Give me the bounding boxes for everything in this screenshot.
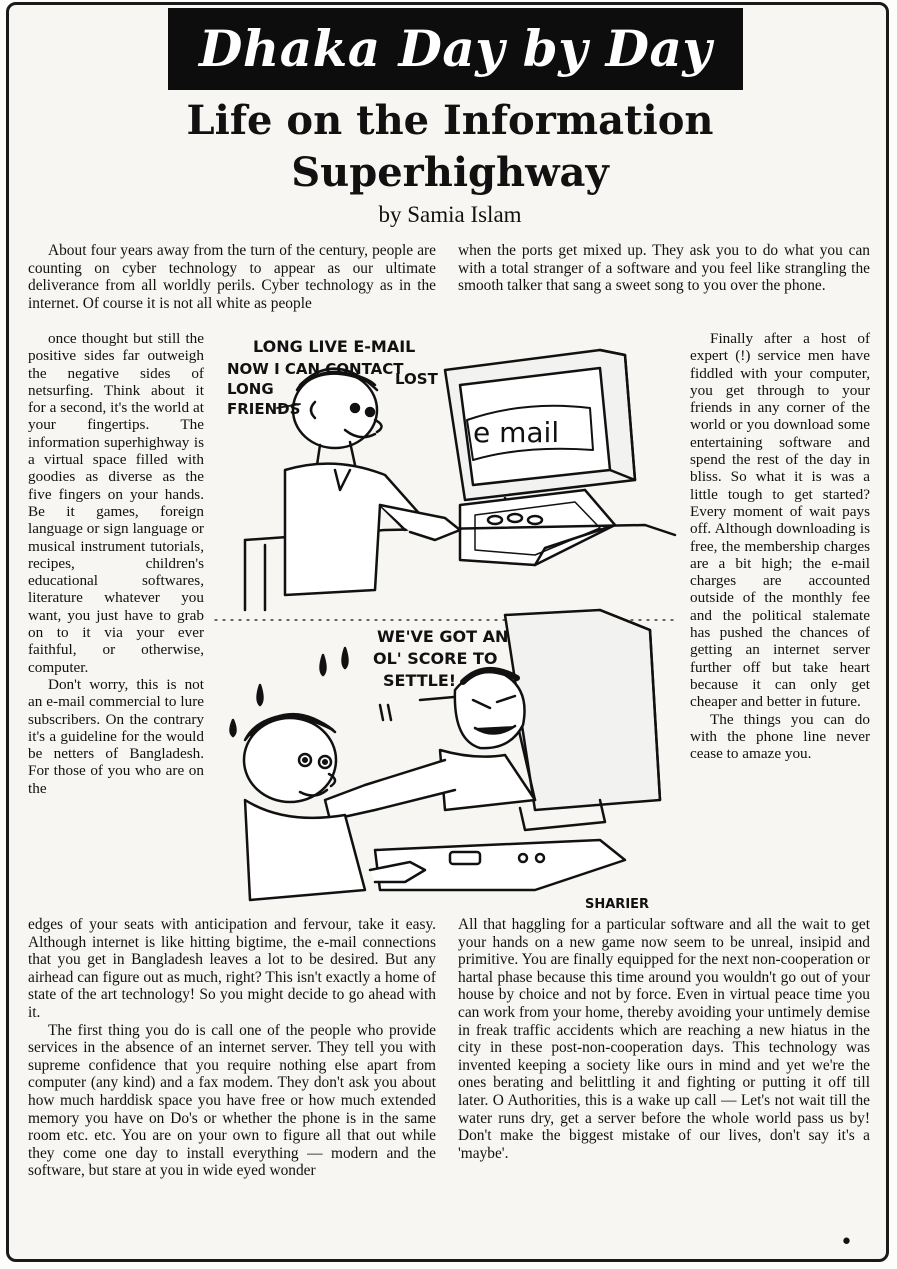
screen-text: e mail <box>473 416 560 449</box>
caption1-line4: LOST <box>395 370 438 388</box>
cartoon-drawing <box>205 330 685 915</box>
caption2-line1: WE'VE GOT AN <box>377 627 509 646</box>
caption1-line3: LONG <box>227 380 274 398</box>
col2-bottom <box>458 916 870 1236</box>
col2-mid <box>690 330 870 916</box>
col1-mid2-text: Don't worry, this is not an e-mail commercial to lure subscribers. On the contrary it's a guideline for the would be netters of Bangladesh. For those of you who are on the <box>28 675 204 797</box>
col2-mid-text: Finally after a host of expert (!) service men have fiddled with your computer, you get through to your friends in any corner of the world or you download some entertaining software and spend the rest of the day in bliss. So what it is was a little tough to get started? Every moment of wait pays off. Although downloading is free, the membership charges are a bit high; the e-mail charges are accounted outside of the monthly fee and the political stalemate has pushed the chances of getting an internet server further off but take heart because it can only get cheaper and better in future. <box>690 330 870 711</box>
col2-mid2-text: The things you can do with the phone line never cease to amaze you. <box>690 710 870 763</box>
caption1-line1: LONG LIVE E-MAIL <box>253 337 416 356</box>
col2-top-text: when the ports get mixed up. They ask you to do what you can with a total stranger of a software and you feel like strangling the smooth talker that sang a sweet song to you over the phone. <box>458 242 870 295</box>
caption2-line2: OL' SCORE TO <box>373 649 498 668</box>
headline-line-2: Superhighway <box>291 149 609 196</box>
caption2-line3: SETTLE! <box>383 671 457 690</box>
col1-top-text: About four years away from the turn of the century, people are counting on cyber technology to appear as our ultimate deliverance from all worldly perils. Cyber technology as in the internet. Of course it is not all white as people <box>28 242 436 312</box>
col1-bottom-text: edges of your seats with anticipation and fervour, take it easy. Although internet is like hitting bigtime, the e-mail connections that you get in Bangladesh leaves a lot to be desired. But any airhead can figure out as much, right? This isn't exactly a home of state of the art technology! So you might decide to go ahead with it. <box>28 916 436 1021</box>
col1-bottom <box>28 916 436 1246</box>
masthead: Dhaka Day by Day <box>168 8 743 90</box>
col1-mid-text: once thought but still the positive sides far outweigh the negative sides of netsurfing. Think about it for a second, it's the world at your fingertips. The information superhighway is a virtual space filled with goodies as diverse as the five fingers on your hands. Be it games, foreign language or sign language or musical instrument tutorials, recipes, children's educational softwares, literature whatever you want, you just have to grab on to it via your ever faithful, or otherwise, computer. <box>28 330 204 676</box>
cartoon-illustration <box>205 330 685 915</box>
byline: by Samia Islam <box>378 202 522 227</box>
col1-bottom2-text: The first thing you do is call one of the people who provide services in the absence of an internet server. They tell you with supreme confidence that you require nothing else apart from computer (any kind) and a fax modem. They don't ask you about how much harddisk space you have free or how much extended memory you have on Do's or whether the phone is in the same room etc. etc. You are on your own to figure all that out while they come one day to install everything — modern and the software, but stare at you in wide eyed wonder <box>28 1021 436 1180</box>
col1-mid <box>28 330 204 916</box>
caption1-line2: NOW I CAN CONTACT <box>227 360 404 378</box>
col2-top <box>458 242 870 330</box>
caption1-line5: FRIENDS <box>227 400 301 418</box>
col2-bottom-text: All that haggling for a particular software and all the wait to get your hands on a new game now seem to be unreal, insipid and primitive. You are finally equipped for the next non-cooperation or hartal phase because this time around you wouldn't go out of your house by choice and not by force. Even in virtual peace time you can work from your home, thereby avoiding your untimely demise in freak traffic accidents which are reaching a new hiatus in the city in these post-non-cooperation days. This technology was invented keeping a society like ours in mind and yet we're the ones berating and belittling it and fighting or putting it off till later. O Authorities, this is a wake up call — Let's not wait till the water runs dry, get a server before the whole world pass us by! Don't make the biggest mistake of our lives, don't say it's a 'maybe'. <box>458 916 870 1162</box>
headline-line-1: Life on the Information <box>186 97 714 144</box>
end-mark: • <box>840 1230 853 1255</box>
col1-top <box>28 242 436 330</box>
cartoon-signature: SHARIER <box>585 897 650 912</box>
